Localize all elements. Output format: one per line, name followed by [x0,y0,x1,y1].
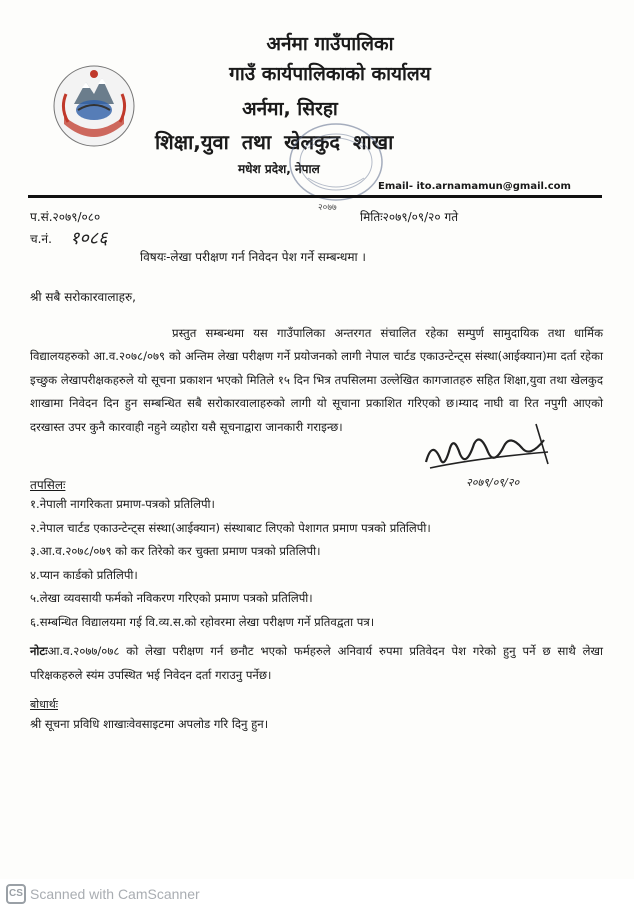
signature-date: २०७९/०९/२० [466,476,520,489]
office-location: अर्नमा, सिरहा [242,98,338,120]
camscanner-logo-icon: CS [6,884,26,904]
letter-date: मितिः२०७९/०९/२० गते [360,210,459,224]
office-name: गाउँ कार्यपालिकाको कार्यालय [229,63,431,85]
scanner-watermark-text: Scanned with CamScanner [30,886,200,902]
letter-body: प्रस्तुत सम्बन्धमा यस गाउँपालिका अन्तरगत संचालित रहेका सम्पुर्ण सामुदायिक तथा धार्मिक विद्यालयहरुको आ.व.२०७८/०७९ को अन्तिम लेखा परीक्षण गर्ने प्रयोजनको लागी नेपाल चार्टड एकाउन्टेन्ट्स संस्था(आईक्यान)मा दर्ता रहेका इच्छुक लेखापरीक्षकहरुले यो सूचना प्रकाशन भएको मितिले १५ दिन भित्र तपसिलमा उल्लेखित कागजातहरु सहित शिक्षा,युवा तथा खेलकुद शाखामा निवेदन दिन हुन सम्बन्धित सबै सरोकारवालाहरुको लागी यो सूचाना प्रकाशित गरिएको छ।म्याद नाघी वा रित नपुगी आएको दरखास्त उपर कुनै कारवाही नहुने व्यहोरा यसै सूचनाद्वारा जानकारी गराइन्छ। [30,326,603,434]
contact-email: Email- ito.arnamamun@gmail.com [378,181,571,192]
annex-list [30,493,600,635]
list-item: ६.सम्बन्धित विद्यालयमा गई वि.व्य.स.को रहोवरमा लेखा परीक्षण गर्ने प्रतिवद्वता पत्र। [30,614,375,629]
list-item: ३.आ.व.२०७८/०७९ को कर तिरेको कर चुक्ता प्रमाण पत्रको प्रतिलिपी। [30,544,321,559]
dispatch-label: च.नं. [30,232,52,246]
reference-number: प.सं.२०७९/०८० [30,210,101,224]
municipality-name: अर्नमा गाउँपालिका [266,33,394,55]
cc-recipient: श्री सूचना प्रविधि शाखाःवेवसाइटमा अपलोड गरि दिनु हुन। [30,717,269,731]
note-paragraph [30,640,603,687]
header-divider [28,195,602,198]
section-name: शिक्षा,युवा तथा खेलकुद शाखा [155,130,394,154]
note-text: आ.व.२०७७/०७८ को लेखा परीक्षण गर्न छनौट भएको फर्महरुले अनिवार्य रुपमा प्रतिवेदन पेश गरेको हुनु पर्ने छ साथै लेखा परिक्षकहरुले स्यंम उपस्थित भई निवेदन दर्ता गराउनु पर्नेछ। [30,644,603,682]
list-item: २.नेपाल चार्टड एकाउन्टेन्ट्स संस्था(आईक्यान) संस्थाबाट लिएको पेशागत प्रमाण पत्रको प्रतिलिपी। [30,520,431,535]
handwritten-signature [418,418,558,498]
province-name: मधेश प्रदेश, नेपाल [238,162,320,176]
list-item: ५.लेखा व्यवसायी फर्मको नविकरण गरिएको प्रमाण पत्रको प्रतिलिपी। [30,591,313,606]
letter-subject: विषयः-लेखा परीक्षण गर्न निवेदन पेश गर्ने सम्बन्धमा । [140,250,366,264]
annex-heading: तपसिलः [30,478,66,492]
list-item: १.नेपाली नागरिकता प्रमाण-पत्रको प्रतिलिपी। [30,497,215,511]
list-item: ४.प्यान कार्डको प्रतिलिपी। [30,567,138,582]
stamp-year: २०७७ [318,203,337,213]
note-label: नोटः [30,644,48,658]
salutation: श्री सबै सरोकारवालाहरु, [30,290,136,304]
cc-heading: बोधार्थः [30,698,58,711]
dispatch-number-handwritten: १०८६ [70,228,108,249]
nepal-emblem-icon [52,64,136,148]
